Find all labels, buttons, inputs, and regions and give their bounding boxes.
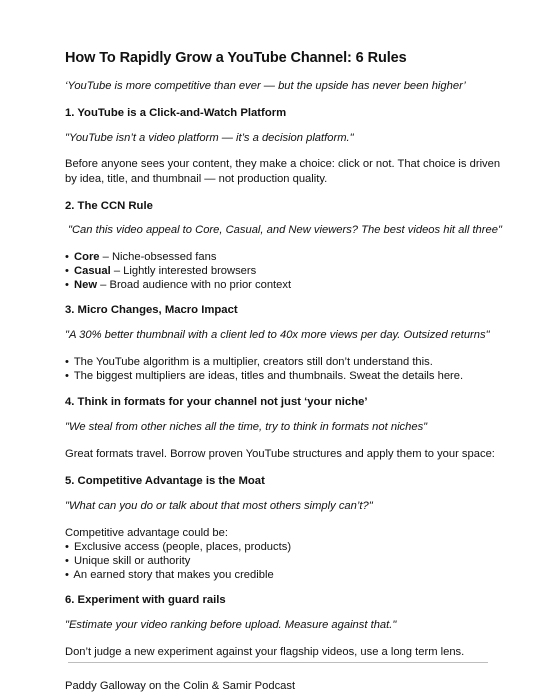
section-quote: "YouTube isn’t a video platform — it’s a decision platform." xyxy=(65,132,354,144)
section-quote: "We steal from other niches all the time, try to think in formats not niches" xyxy=(65,421,428,433)
footer-credit: Paddy Galloway on the Colin & Samir Podcast xyxy=(65,680,296,692)
list-item: • The biggest multipliers are ideas, titles and thumbnails. Sweat the details here. xyxy=(65,370,464,382)
bullet-list xyxy=(65,250,505,292)
section-2 xyxy=(65,200,505,292)
footer-divider xyxy=(68,662,488,663)
section-heading: 6. Experiment with guard rails xyxy=(65,594,226,606)
section-body: Don’t judge a new experiment against your flagship videos, use a long term lens. xyxy=(65,646,465,658)
section-6 xyxy=(65,594,505,660)
bullet-list xyxy=(65,355,505,383)
list-item: • Exclusive access (people, places, products) xyxy=(65,541,292,553)
list-item: • Unique skill or authority xyxy=(65,555,191,567)
bullet-list xyxy=(65,526,505,582)
section-heading: 5. Competitive Advantage is the Moat xyxy=(65,475,265,487)
section-quote: "Estimate your video ranking before upload. Measure against that." xyxy=(65,619,397,631)
document-subtitle: ‘YouTube is more competitive than ever — but the upside has never been higher’ xyxy=(65,80,466,92)
section-heading: 2. The CCN Rule xyxy=(65,200,153,212)
document-title: How To Rapidly Grow a YouTube Channel: 6 Rules xyxy=(65,50,407,66)
section-3 xyxy=(65,304,505,383)
section-body: Before anyone sees your content, they make a choice: click or not. That choice is driven by idea, title, and thumbnail — not production quality. xyxy=(65,158,501,185)
section-1 xyxy=(65,107,505,187)
document-page xyxy=(65,50,505,673)
section-heading: 3. Micro Changes, Macro Impact xyxy=(65,304,238,316)
section-4 xyxy=(65,396,505,462)
list-item: • The YouTube algorithm is a multiplier, creators still don’t understand this. xyxy=(65,356,433,368)
section-heading: 1. YouTube is a Click-and-Watch Platform xyxy=(65,107,287,119)
list-item: • New – Broad audience with no prior context xyxy=(65,279,292,291)
list-item: • Core – Niche-obsessed fans xyxy=(65,251,217,263)
list-item: • An earned story that makes you credible xyxy=(65,569,274,581)
section-body: Great formats travel. Borrow proven YouTube structures and apply them to your space: xyxy=(65,448,495,460)
section-quote: "A 30% better thumbnail with a client led to 40x more views per day. Outsized returns" xyxy=(65,329,490,341)
list-intro: Competitive advantage could be: xyxy=(65,527,228,539)
section-quote: "Can this video appeal to Core, Casual, and New viewers? The best videos hit all three" xyxy=(68,224,502,236)
section-heading: 4. Think in formats for your channel not just ‘your niche’ xyxy=(65,396,368,408)
section-5 xyxy=(65,475,505,582)
section-quote: "What can you do or talk about that most others simply can’t?" xyxy=(65,500,373,512)
list-item: • Casual – Lightly interested browsers xyxy=(65,265,257,277)
